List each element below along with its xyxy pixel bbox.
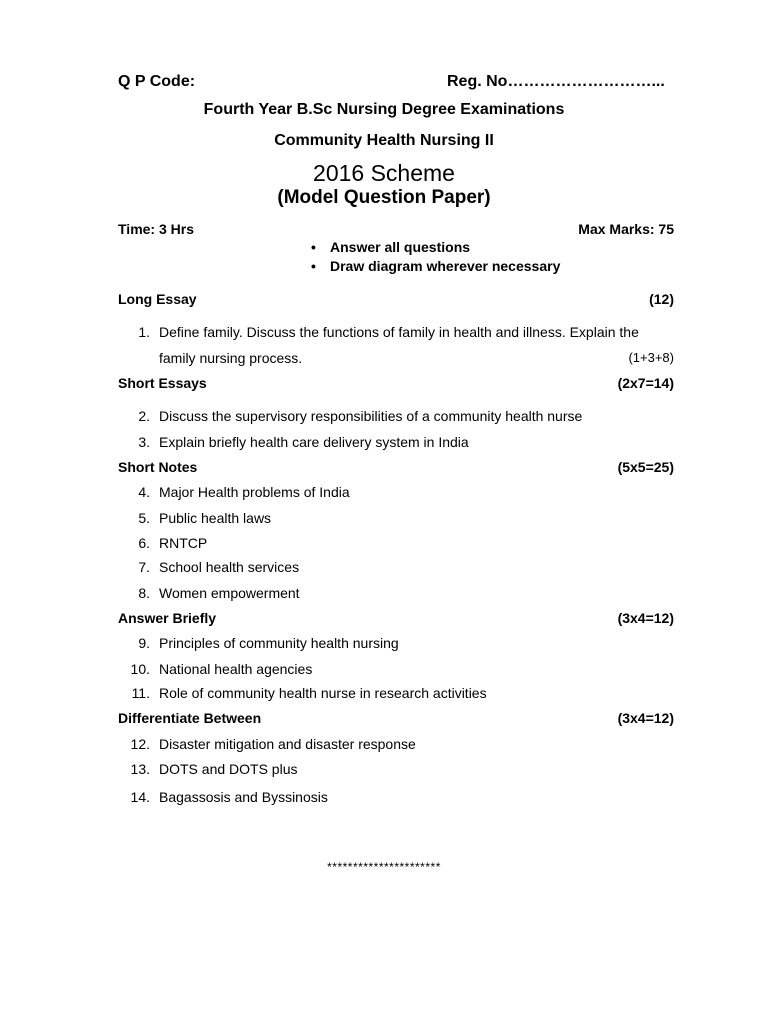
instruction-text: Draw diagram wherever necessary — [330, 258, 561, 274]
question-text: Principles of community health nursing — [159, 635, 399, 651]
question-number: 8. — [138, 585, 150, 601]
section-title-differentiate: Differentiate Between — [118, 710, 262, 726]
question-text: School health services — [159, 559, 300, 575]
question-text: DOTS and DOTS plus — [159, 761, 298, 777]
subject-title: Community Health Nursing II — [274, 132, 494, 149]
qp-code-label: Q P Code: — [118, 73, 196, 90]
question-text: Discuss the supervisory responsibilities of a community health nurse — [159, 408, 583, 424]
instruction-item — [311, 239, 470, 255]
bullet-icon: • — [311, 258, 316, 274]
question-text: Explain briefly health care delivery system in India — [159, 434, 469, 450]
exam-title: Fourth Year B.Sc Nursing Degree Examinations — [203, 101, 565, 118]
section-title-short-notes: Short Notes — [118, 459, 198, 475]
question-number: 6. — [138, 535, 150, 551]
section-title-answer-briefly: Answer Briefly — [118, 610, 217, 626]
question-text-continued: family nursing process. — [159, 350, 303, 366]
scheme-title: 2016 Scheme — [313, 160, 455, 186]
section-marks-long-essay: (12) — [649, 291, 674, 307]
question-number: 4. — [138, 484, 150, 500]
paper-type: (Model Question Paper) — [277, 187, 491, 208]
question-text: Define family. Discuss the functions of family in health and illness. Explain the — [159, 324, 639, 340]
time-label: Time: 3 Hrs — [118, 221, 194, 237]
instruction-text: Answer all questions — [330, 239, 471, 255]
section-title-short-essays: Short Essays — [118, 375, 207, 391]
question-number: 2. — [138, 408, 150, 424]
question-text: Public health laws — [159, 510, 272, 526]
question-number: 1. — [138, 324, 150, 340]
question-text: Disaster mitigation and disaster response — [159, 736, 416, 752]
section-title-long-essay: Long Essay — [118, 291, 197, 307]
section-marks-differentiate: (3x4=12) — [617, 710, 674, 726]
question-number: 7. — [138, 559, 150, 575]
section-marks-short-essays: (2x7=14) — [617, 375, 674, 391]
question-number: 3. — [138, 434, 150, 450]
question-number: 9. — [138, 635, 150, 651]
instruction-item — [311, 258, 560, 274]
question-text: National health agencies — [159, 661, 313, 677]
section-marks-short-notes: (5x5=25) — [617, 459, 674, 475]
question-number: 5. — [138, 510, 150, 526]
question-text: Major Health problems of India — [159, 484, 350, 500]
bullet-icon: • — [311, 239, 316, 255]
question-text: Role of community health nurse in research activities — [159, 685, 487, 701]
end-of-paper-stars: ********************** — [327, 860, 441, 874]
question-number: 14. — [130, 789, 150, 805]
max-marks-label: Max Marks: 75 — [578, 221, 674, 237]
reg-no-label: Reg. No………………………... — [447, 73, 665, 90]
question-number: 10. — [130, 661, 150, 677]
question-text: Women empowerment — [159, 585, 300, 601]
question-number: 12. — [130, 736, 150, 752]
question-number: 11. — [131, 685, 150, 701]
question-text: Bagassosis and Byssinosis — [159, 789, 328, 805]
question-number: 13. — [130, 761, 150, 777]
question-text: RNTCP — [159, 535, 208, 551]
question-sub-marks: (1+3+8) — [628, 350, 674, 365]
section-marks-answer-briefly: (3x4=12) — [617, 610, 674, 626]
